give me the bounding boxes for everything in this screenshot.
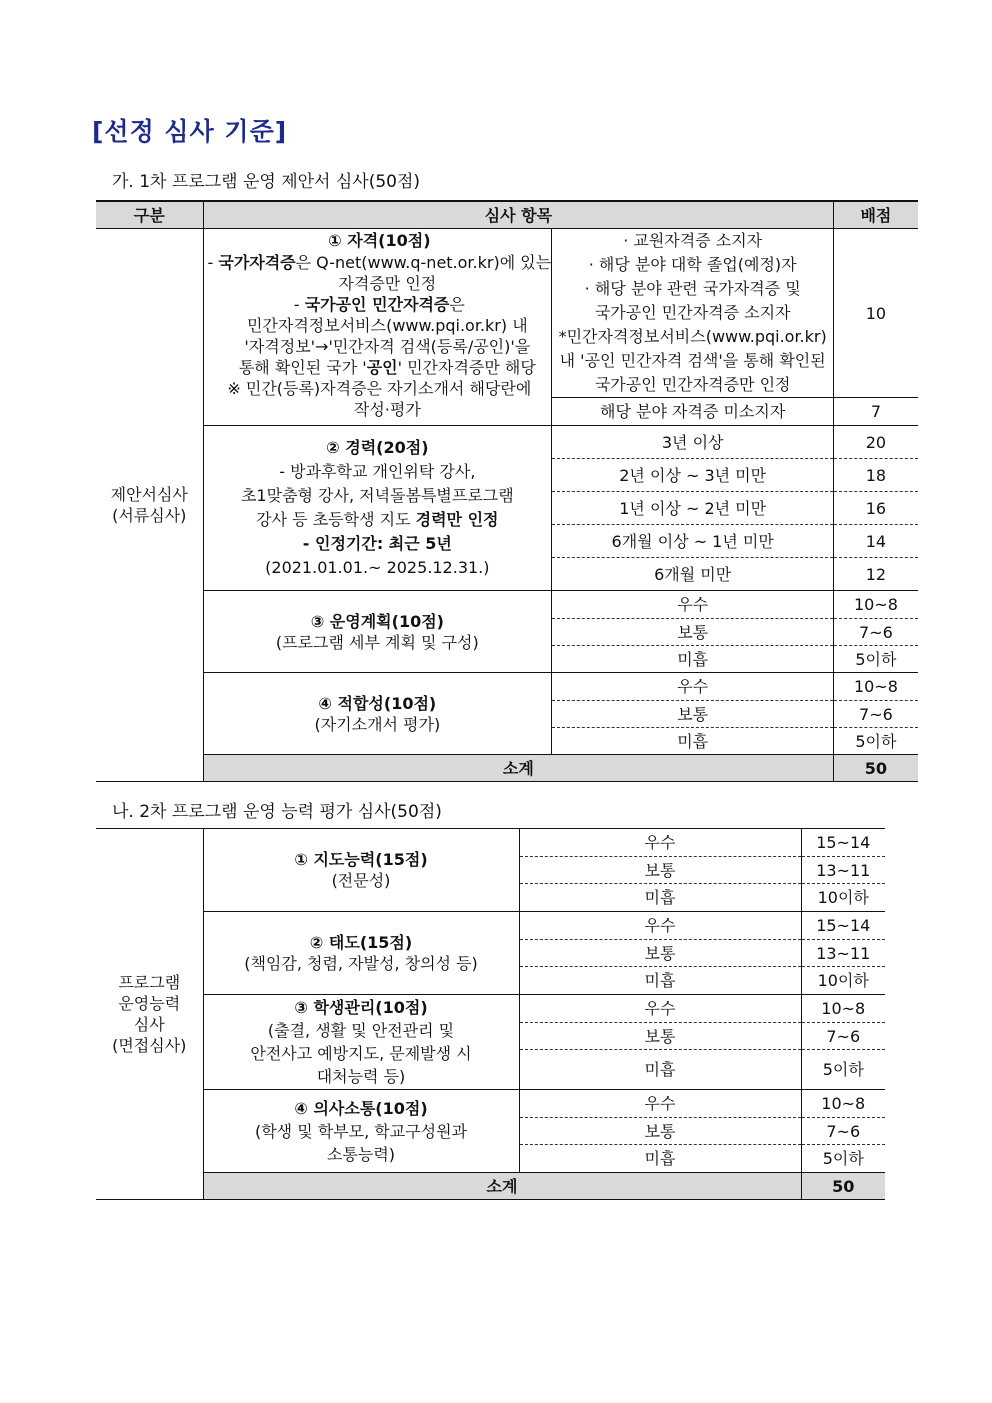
criteria-cell: 6개월 미만 xyxy=(552,558,834,591)
criteria-line: · 교원자격증 소지자 xyxy=(623,231,763,250)
criteria-cell: 미흡 xyxy=(519,884,801,912)
item-desc: 민간자격정보서비스(www.pqi.or.kr) 내 xyxy=(246,316,528,335)
item-desc: '자격정보'→'민간자격 검색(등록/공인)'을 xyxy=(244,337,531,356)
item-desc: 안전사고 예방지도, 문제발생 시 xyxy=(250,1044,472,1063)
col-category: 구분 xyxy=(96,201,203,229)
category-cell xyxy=(96,229,203,782)
score-cell: 7~6 xyxy=(834,619,918,646)
category-line: (서류심사) xyxy=(112,506,187,525)
item-desc: ※ 민간(등록)자격증은 자기소개서 해당란에 xyxy=(227,379,532,398)
category-line: 심사 xyxy=(133,1015,165,1034)
criteria-cell: 보통 xyxy=(552,701,834,728)
item-head: ② 태도(15점) xyxy=(309,933,413,952)
score-cell: 10 xyxy=(834,229,918,398)
score-cell: 10~8 xyxy=(834,591,918,619)
col-score: 배점 xyxy=(834,201,918,229)
criteria-line: 국가공인 민간자격증 소지자 xyxy=(594,303,791,322)
score-cell: 15~14 xyxy=(801,912,885,940)
subtotal-label: 소계 xyxy=(203,755,834,782)
criteria-cell: 미흡 xyxy=(519,1145,801,1173)
item-desc: 대처능력 등) xyxy=(316,1067,406,1086)
category-cell xyxy=(96,829,203,1200)
item-desc: - 방과후학교 개인위탁 강사, xyxy=(279,462,476,481)
section2-table xyxy=(96,828,885,1200)
item-communication xyxy=(203,1090,519,1173)
item-desc: 강사 등 초등학생 지도 경력만 인정 xyxy=(256,510,499,529)
item-desc: 소통능력) xyxy=(326,1144,396,1164)
item-desc: (프로그램 세부 계획 및 구성) xyxy=(275,632,479,652)
item-desc: 초1맞춤형 강사, 저녁돌봄특별프로그램 xyxy=(240,486,514,505)
criteria-cell: 2년 이상 ~ 3년 미만 xyxy=(552,459,834,492)
criteria-line: *민간자격정보서비스(www.pqi.or.kr) xyxy=(558,327,827,346)
criteria-line: 내 '공인 민간자격 검색'을 통해 확인된 xyxy=(559,351,826,370)
criteria-cell: 우수 xyxy=(519,995,801,1023)
section1-table xyxy=(96,200,918,782)
criteria-cell xyxy=(552,229,834,398)
category-line: 운영능력 xyxy=(118,994,181,1013)
item-teaching xyxy=(203,829,519,912)
col-items: 심사 항목 xyxy=(203,201,834,229)
item-desc: 자격증만 인정 xyxy=(338,274,437,293)
score-cell: 5이하 xyxy=(834,728,918,755)
score-cell: 7 xyxy=(834,398,918,426)
criteria-line: 국가공인 민간자격증만 인정 xyxy=(594,375,791,394)
item-student-management xyxy=(203,995,519,1090)
score-cell: 13~11 xyxy=(801,940,885,967)
criteria-text xyxy=(552,229,833,397)
score-cell: 13~11 xyxy=(801,857,885,884)
item-desc: - 인정기간: 최근 5년 xyxy=(302,534,452,553)
criteria-cell: 보통 xyxy=(519,1023,801,1050)
score-cell: 10~8 xyxy=(834,673,918,701)
item-plan xyxy=(203,591,552,673)
item-desc: - 국가공인 민간자격증은 xyxy=(293,295,465,314)
score-cell: 20 xyxy=(834,426,918,459)
criteria-cell: 우수 xyxy=(519,912,801,940)
criteria-cell: 보통 xyxy=(552,619,834,646)
item-desc: (출결, 생활 및 안전관리 및 xyxy=(267,1021,455,1040)
score-cell: 16 xyxy=(834,492,918,525)
score-cell: 12 xyxy=(834,558,918,591)
score-cell: 10~8 xyxy=(801,1090,885,1118)
item-desc: 작성·평가 xyxy=(353,400,421,419)
item-desc: (학생 및 학부모, 학교구성원과 xyxy=(254,1121,468,1141)
score-cell: 14 xyxy=(834,525,918,558)
score-cell: 18 xyxy=(834,459,918,492)
item-desc: 통해 확인된 국가 '공인' 민간자격증만 해당 xyxy=(238,358,536,377)
score-cell: 7~6 xyxy=(801,1118,885,1145)
subtotal-value: 50 xyxy=(834,755,918,782)
item-qualification xyxy=(203,229,552,426)
criteria-cell: 해당 분야 자격증 미소지자 xyxy=(552,398,834,426)
item-head: ③ 학생관리(10점) xyxy=(294,998,428,1017)
item-head: ① 지도능력(15점) xyxy=(294,850,428,869)
item-head: ④ 적합성(10점) xyxy=(318,693,437,713)
category-line: 프로그램 xyxy=(118,973,181,992)
table-header xyxy=(96,201,918,229)
criteria-cell: 보통 xyxy=(519,940,801,967)
criteria-cell: 미흡 xyxy=(552,728,834,755)
item-head: ③ 운영계획(10점) xyxy=(310,611,444,631)
score-cell: 5이하 xyxy=(801,1145,885,1173)
score-cell: 7~6 xyxy=(834,701,918,728)
criteria-cell: 우수 xyxy=(519,1090,801,1118)
criteria-cell: 3년 이상 xyxy=(552,426,834,459)
subtotal-row xyxy=(96,1173,885,1200)
subtotal-row xyxy=(96,755,918,782)
item-head: ④ 의사소통(10점) xyxy=(294,1098,428,1118)
criteria-cell: 미흡 xyxy=(519,967,801,995)
category-line: 제안서심사 xyxy=(110,485,188,504)
section1-heading: 가. 1차 프로그램 운영 제안서 심사(50점) xyxy=(112,172,421,192)
criteria-cell: 미흡 xyxy=(519,1050,801,1090)
criteria-cell: 보통 xyxy=(519,857,801,884)
item-desc: (책임감, 청렴, 자발성, 창의성 등) xyxy=(244,954,478,973)
score-cell: 15~14 xyxy=(801,829,885,857)
criteria-cell: 우수 xyxy=(519,829,801,857)
criteria-line: · 해당 분야 대학 졸업(예정)자 xyxy=(588,255,797,274)
category-line: (면접심사) xyxy=(112,1036,187,1055)
score-cell: 7~6 xyxy=(801,1023,885,1050)
score-cell: 5이하 xyxy=(834,646,918,673)
item-desc: (2021.01.01.~ 2025.12.31.) xyxy=(265,558,490,577)
criteria-cell: 1년 이상 ~ 2년 미만 xyxy=(552,492,834,525)
score-cell: 10~8 xyxy=(801,995,885,1023)
item-head: ① 자격(10점) xyxy=(328,231,431,250)
score-cell: 10이하 xyxy=(801,967,885,995)
item-desc: (전문성) xyxy=(331,871,391,890)
page-title: [선정 심사 기준] xyxy=(92,117,288,146)
criteria-cell: 6개월 이상 ~ 1년 미만 xyxy=(552,525,834,558)
item-desc: - 국가자격증은 Q-net(www.q-net.or.kr)에 있는 xyxy=(207,253,552,272)
score-cell: 10이하 xyxy=(801,884,885,912)
item-head: ② 경력(20점) xyxy=(326,438,429,457)
item-desc: (자기소개서 평가) xyxy=(314,714,441,734)
criteria-line: · 해당 분야 관련 국가자격증 및 xyxy=(584,279,801,298)
criteria-cell: 미흡 xyxy=(552,646,834,673)
score-cell: 5이하 xyxy=(801,1050,885,1090)
subtotal-label: 소계 xyxy=(203,1173,801,1200)
item-career xyxy=(203,426,552,591)
criteria-cell: 보통 xyxy=(519,1118,801,1145)
item-fit xyxy=(203,673,552,755)
criteria-cell: 우수 xyxy=(552,591,834,619)
section2-heading: 나. 2차 프로그램 운영 능력 평가 심사(50점) xyxy=(112,802,442,822)
criteria-cell: 우수 xyxy=(552,673,834,701)
item-attitude xyxy=(203,912,519,995)
subtotal-value: 50 xyxy=(801,1173,885,1200)
